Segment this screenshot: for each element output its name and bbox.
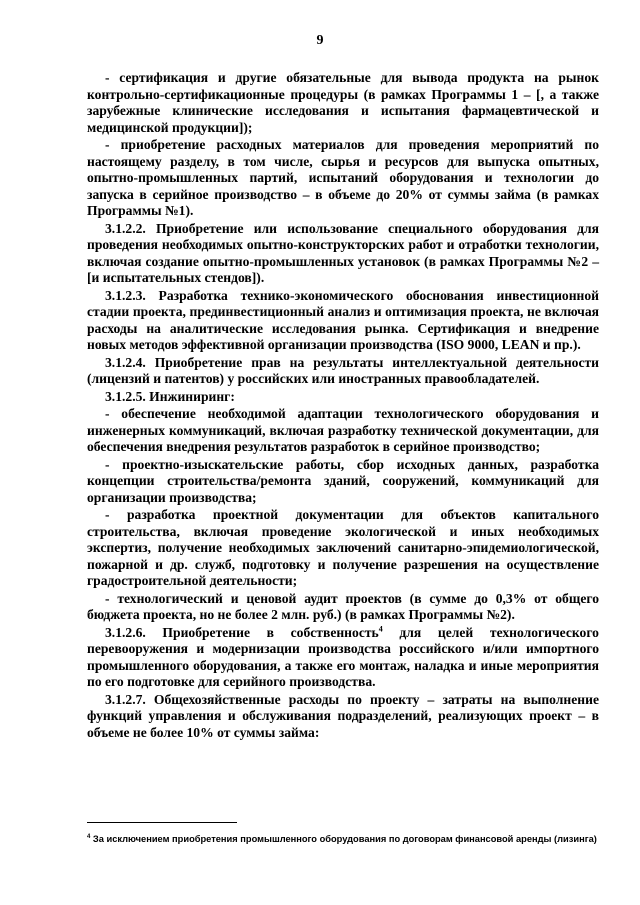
paragraph-3122: 3.1.2.2. Приобретение или использование специального оборудования для проведения необходимых опытно-конструкторских работ и отработки технологии, включая создание опытно-промышленных установок (в рамках Программы №2 – [и испытательных стендов]). <box>87 220 599 285</box>
footnote-text: За исключением приобретения промышленного оборудования по договорам финансовой аренды (лизинга) <box>90 834 597 844</box>
paragraph-3126-end: для целей технологического перевооружения и модернизации производства российского и/или импортного промышленного оборудования, а также его монтаж, наладка и иные мероприятия по его подготовке для серийного производства. <box>87 624 599 689</box>
paragraph-certification: - сертификация и другие обязательные для вывода продукта на рынок контрольно-сертификационные процедуры (в рамках Программы 1 – [, а также зарубежные клинические исследования и испытания фармацевтической и медицинской продукции]); <box>87 70 599 135</box>
paragraph-engineering-adaptation: - обеспечение необходимой адаптации технологического оборудования и инженерных коммуникаций, включая разработку технической документации, для обеспечения внедрения результатов разработок в серийное производство; <box>87 406 599 454</box>
footnote <box>87 833 607 845</box>
paragraph-3125-heading: 3.1.2.5. Инжиниринг: <box>105 388 235 404</box>
footnote-marker: 4 <box>87 833 91 840</box>
footnote-divider <box>87 822 237 823</box>
paragraph-audit: - технологический и ценовой аудит проектов (в сумме до 0,3% от общего бюджета проекта, но не более 2 млн. руб.) (в рамках Программы №2). <box>87 590 599 622</box>
paragraph-3124: 3.1.2.4. Приобретение прав на результаты интеллектуальной деятельности (лицензий и патентов) у российских или иностранных правообладателей. <box>87 354 599 386</box>
paragraph-survey-works: - проектно-изыскательские работы, сбор исходных данных, разработка концепции строительства/ремонта зданий, сооружений, коммуникаций для организации производства; <box>87 456 599 505</box>
footnote-reference[interactable]: 4 <box>378 623 383 633</box>
paragraph-3126-start: 3.1.2.6. Приобретение в собственность <box>105 624 379 640</box>
paragraph-materials: - приобретение расходных материалов для проведения мероприятий по настоящему разделу, в том числе, сырья и ресурсов для выпуска опытных, опытно-промышленных партий, испытаний оборудования и технологии до запуска в серийное производство – в объеме до 20% от суммы займа (в рамках Программы №1). <box>87 137 599 218</box>
paragraph-3126 <box>87 625 599 691</box>
document-body <box>87 70 599 742</box>
paragraph-project-documentation: - разработка проектной документации для объектов капитального строительства, включая проведение экологической и иных необходимых экспертиз, получение необходимых заключений санитарно-эпидемиологической, пожарной и др. служб, подготовку и получение разрешения на осуществление градостроительной деятельности; <box>87 507 599 588</box>
paragraph-3123: 3.1.2.3. Разработка технико-экономического обоснования инвестиционной стадии проекта, прединвестиционный анализ и оптимизация проекта, не включая расходы на аналитические исследования рынка. Сертификация и внедрение новых методов эффективной организации производства (ISO 9000, LEAN и пр.). <box>87 287 599 352</box>
page-number: 9 <box>316 33 324 48</box>
paragraph-3127: 3.1.2.7. Общехозяйственные расходы по проекту – затраты на выполнение функций управления и обслуживания подразделений, реализующих проект – в объеме не более 10% от суммы займа: <box>87 691 599 740</box>
